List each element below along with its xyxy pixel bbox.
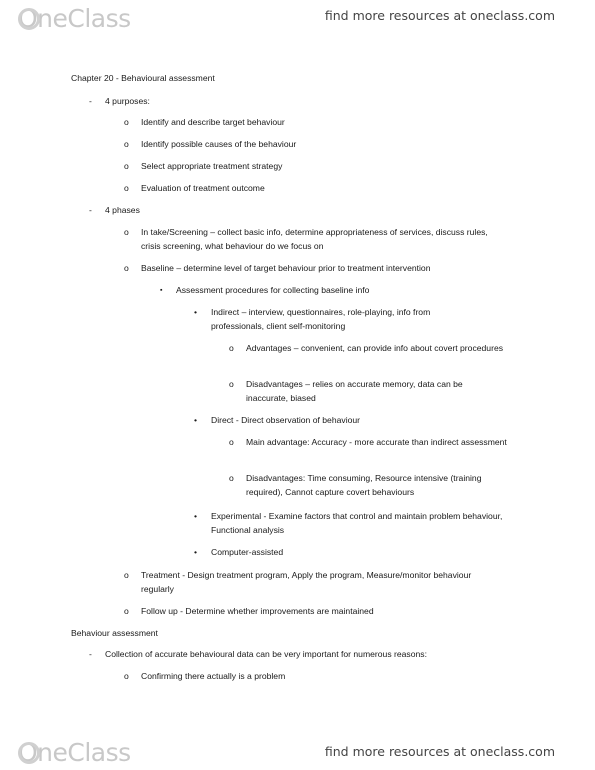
circle-marker: o bbox=[124, 570, 129, 580]
circle-marker: o bbox=[229, 473, 234, 483]
phase-baseline: Baseline – determine level of target behaviour prior to treatment intervention bbox=[141, 263, 431, 273]
indirect-item: Indirect – interview, questionnaires, role-playing, info from professionals, client self-monitoring bbox=[211, 307, 431, 331]
oneclass-logo-icon bbox=[18, 8, 40, 30]
collection-item: Collection of accurate behavioural data can be very important for numerous reasons: bbox=[105, 649, 427, 659]
purposes-heading: 4 purposes: bbox=[105, 96, 150, 106]
purpose-item: Select appropriate treatment strategy bbox=[141, 161, 283, 171]
computer-assisted-item: Computer-assisted bbox=[211, 547, 284, 557]
dash-marker: - bbox=[89, 205, 92, 215]
circle-marker: o bbox=[124, 139, 129, 149]
circle-marker: o bbox=[124, 183, 129, 193]
phases-heading: 4 phases bbox=[105, 205, 140, 215]
dash-marker: - bbox=[89, 649, 92, 659]
assessment-procedures: Assessment procedures for collecting baseline info bbox=[176, 285, 370, 295]
chapter-title: Chapter 20 - Behavioural assessment bbox=[71, 73, 215, 83]
circle-marker: o bbox=[229, 437, 234, 447]
purpose-item: Evaluation of treatment outcome bbox=[141, 183, 265, 193]
oneclass-logo-icon bbox=[18, 742, 40, 764]
circle-marker: o bbox=[124, 671, 129, 681]
purpose-item: Identify and describe target behaviour bbox=[141, 117, 285, 127]
circle-marker: o bbox=[124, 606, 129, 616]
circle-marker: o bbox=[124, 117, 129, 127]
section-heading: Behaviour assessment bbox=[71, 628, 158, 638]
indirect-disadvantages: Disadvantages – relies on accurate memory, data can be inaccurate, biased bbox=[246, 379, 463, 403]
indirect-advantages: Advantages – convenient, can provide info about covert procedures bbox=[246, 343, 504, 353]
direct-item: Direct - Direct observation of behaviour bbox=[211, 415, 361, 425]
bullet-marker: • bbox=[194, 415, 198, 425]
bullet-marker: • bbox=[194, 547, 198, 557]
logo-text: OneClass bbox=[18, 738, 131, 768]
oneclass-logo bbox=[18, 4, 131, 34]
promo-link-top[interactable]: find more resources at oneclass.com bbox=[324, 8, 555, 23]
bullet-marker: • bbox=[194, 511, 198, 521]
phase-intake: In take/Screening – collect basic info, determine appropriateness of services, discuss rules, crisis screening, what behaviour do we focus on bbox=[141, 227, 488, 251]
experimental-item: Experimental - Examine factors that control and maintain problem behaviour, Functional analysis bbox=[211, 511, 503, 535]
promo-link-bottom[interactable]: find more resources at oneclass.com bbox=[324, 744, 555, 759]
bullet-marker: • bbox=[194, 307, 198, 317]
phase-followup: Follow up - Determine whether improvements are maintained bbox=[141, 606, 374, 616]
phase-treatment: Treatment - Design treatment program, Apply the program, Measure/monitor behaviour regularly bbox=[141, 570, 472, 594]
circle-marker: o bbox=[124, 227, 129, 237]
circle-marker: o bbox=[229, 343, 234, 353]
circle-marker: o bbox=[124, 161, 129, 171]
logo-text: OneClass bbox=[18, 4, 131, 34]
confirming-item: Confirming there actually is a problem bbox=[141, 671, 286, 681]
purpose-item: Identify possible causes of the behaviour bbox=[141, 139, 297, 149]
square-marker: ▪ bbox=[160, 287, 163, 294]
direct-disadvantages: Disadvantages: Time consuming, Resource intensive (training required), Cannot capture covert behaviours bbox=[246, 473, 482, 497]
circle-marker: o bbox=[124, 263, 129, 273]
oneclass-logo-footer bbox=[18, 738, 131, 768]
direct-advantage: Main advantage: Accuracy - more accurate than indirect assessment bbox=[246, 437, 507, 447]
dash-marker: - bbox=[89, 96, 92, 106]
circle-marker: o bbox=[229, 379, 234, 389]
